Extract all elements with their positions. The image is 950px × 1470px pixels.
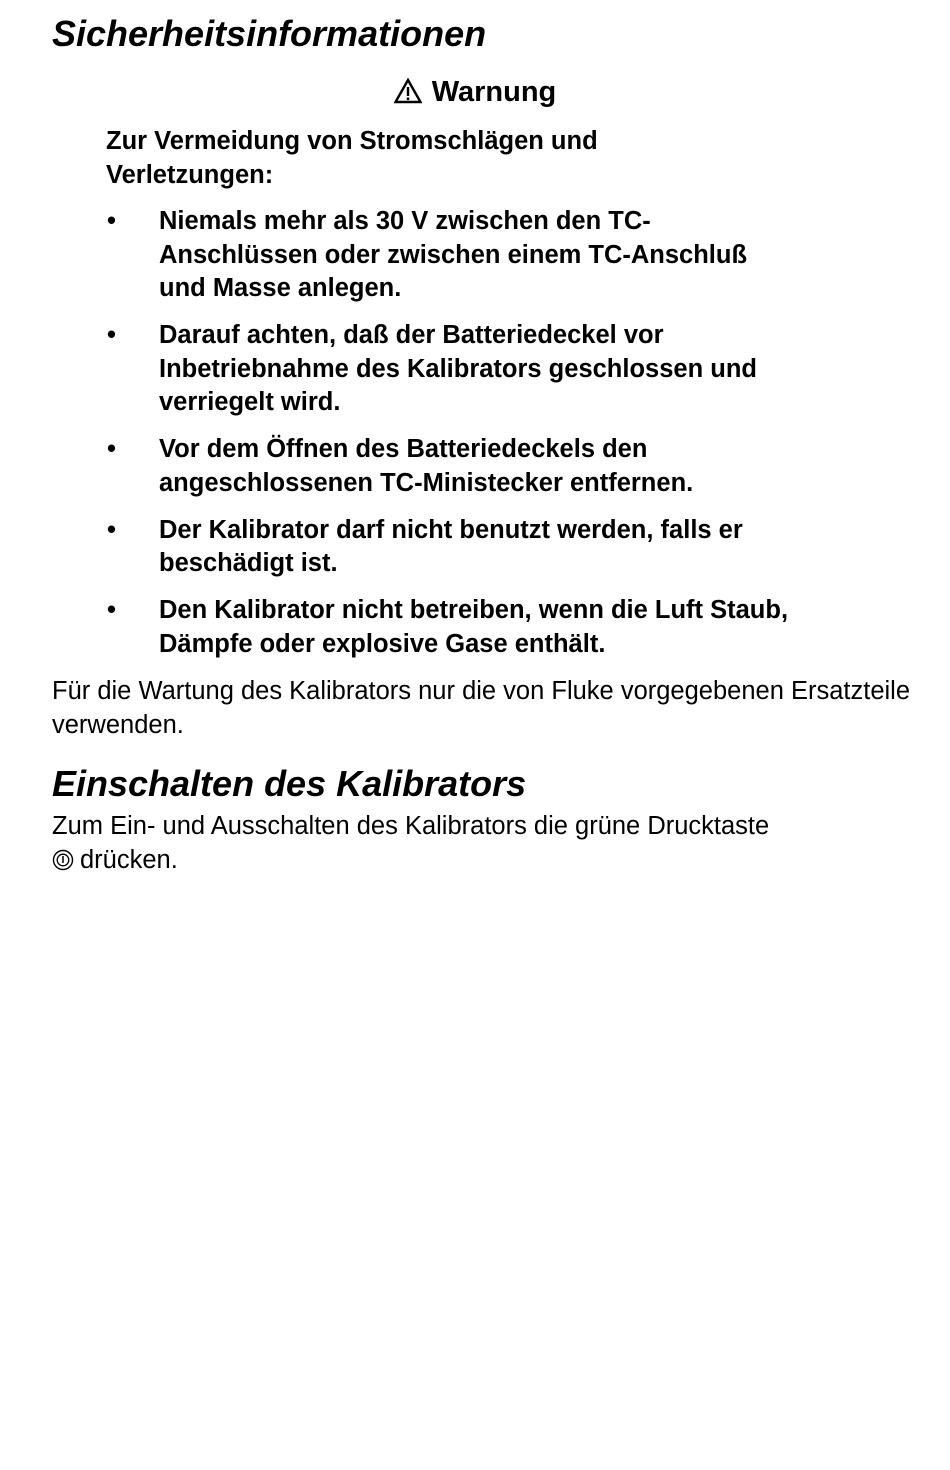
bullet-icon: • <box>107 207 116 235</box>
warning-item-text: Darauf achten, daß der Batteriedeckel vor Inbetriebnahme des Kalibrators geschlossen und verriegelt wird. <box>159 321 757 416</box>
power-text-after: drücken. <box>80 845 178 874</box>
bullet-icon: • <box>107 515 116 544</box>
power-text-before: Zum Ein- und Ausschalten des Kalibrators die grüne Drucktaste <box>52 812 770 840</box>
bullet-icon: • <box>107 596 116 624</box>
maintenance-note: Für die Wartung des Kalibrators nur die von Fluke vorgegebenen Ersatzteile verwenden. <box>52 677 911 739</box>
warning-item-text: Den Kalibrator nicht betreiben, wenn die Luft Staub, Dämpfe oder explosive Gase enthält. <box>159 596 789 658</box>
bullet-icon: • <box>107 435 116 463</box>
bullet-icon: • <box>107 321 116 349</box>
warning-label: Warnung <box>431 76 557 108</box>
section-title-power-on: Einschalten des Kalibrators <box>52 763 527 804</box>
warning-list-item <box>0 433 799 500</box>
warning-item-text: Der Kalibrator darf nicht benutzt werden, falls er beschädigt ist. <box>159 515 743 577</box>
power-button-icon <box>52 849 74 871</box>
warning-list-item <box>0 514 799 581</box>
warning-list-item <box>0 594 799 661</box>
warning-item-text: Vor dem Öffnen des Batteriedeckels den angeschlossenen TC-Ministecker entfernen. <box>159 435 694 497</box>
warning-heading <box>0 74 950 110</box>
warning-intro: Zur Vermeidung von Stromschlägen und Verletzungen: <box>106 127 598 189</box>
warning-item-text: Niemals mehr als 30 V zwischen den TC-Anschlüssen oder zwischen einem TC-Anschluß und Masse anlegen. <box>159 207 748 302</box>
power-on-instructions <box>52 810 912 877</box>
section-title-safety: Sicherheitsinformationen <box>52 13 487 54</box>
warning-list-item <box>0 205 799 306</box>
warning-list-item <box>0 319 799 420</box>
warning-triangle-icon <box>394 78 422 104</box>
warning-list <box>0 205 950 675</box>
